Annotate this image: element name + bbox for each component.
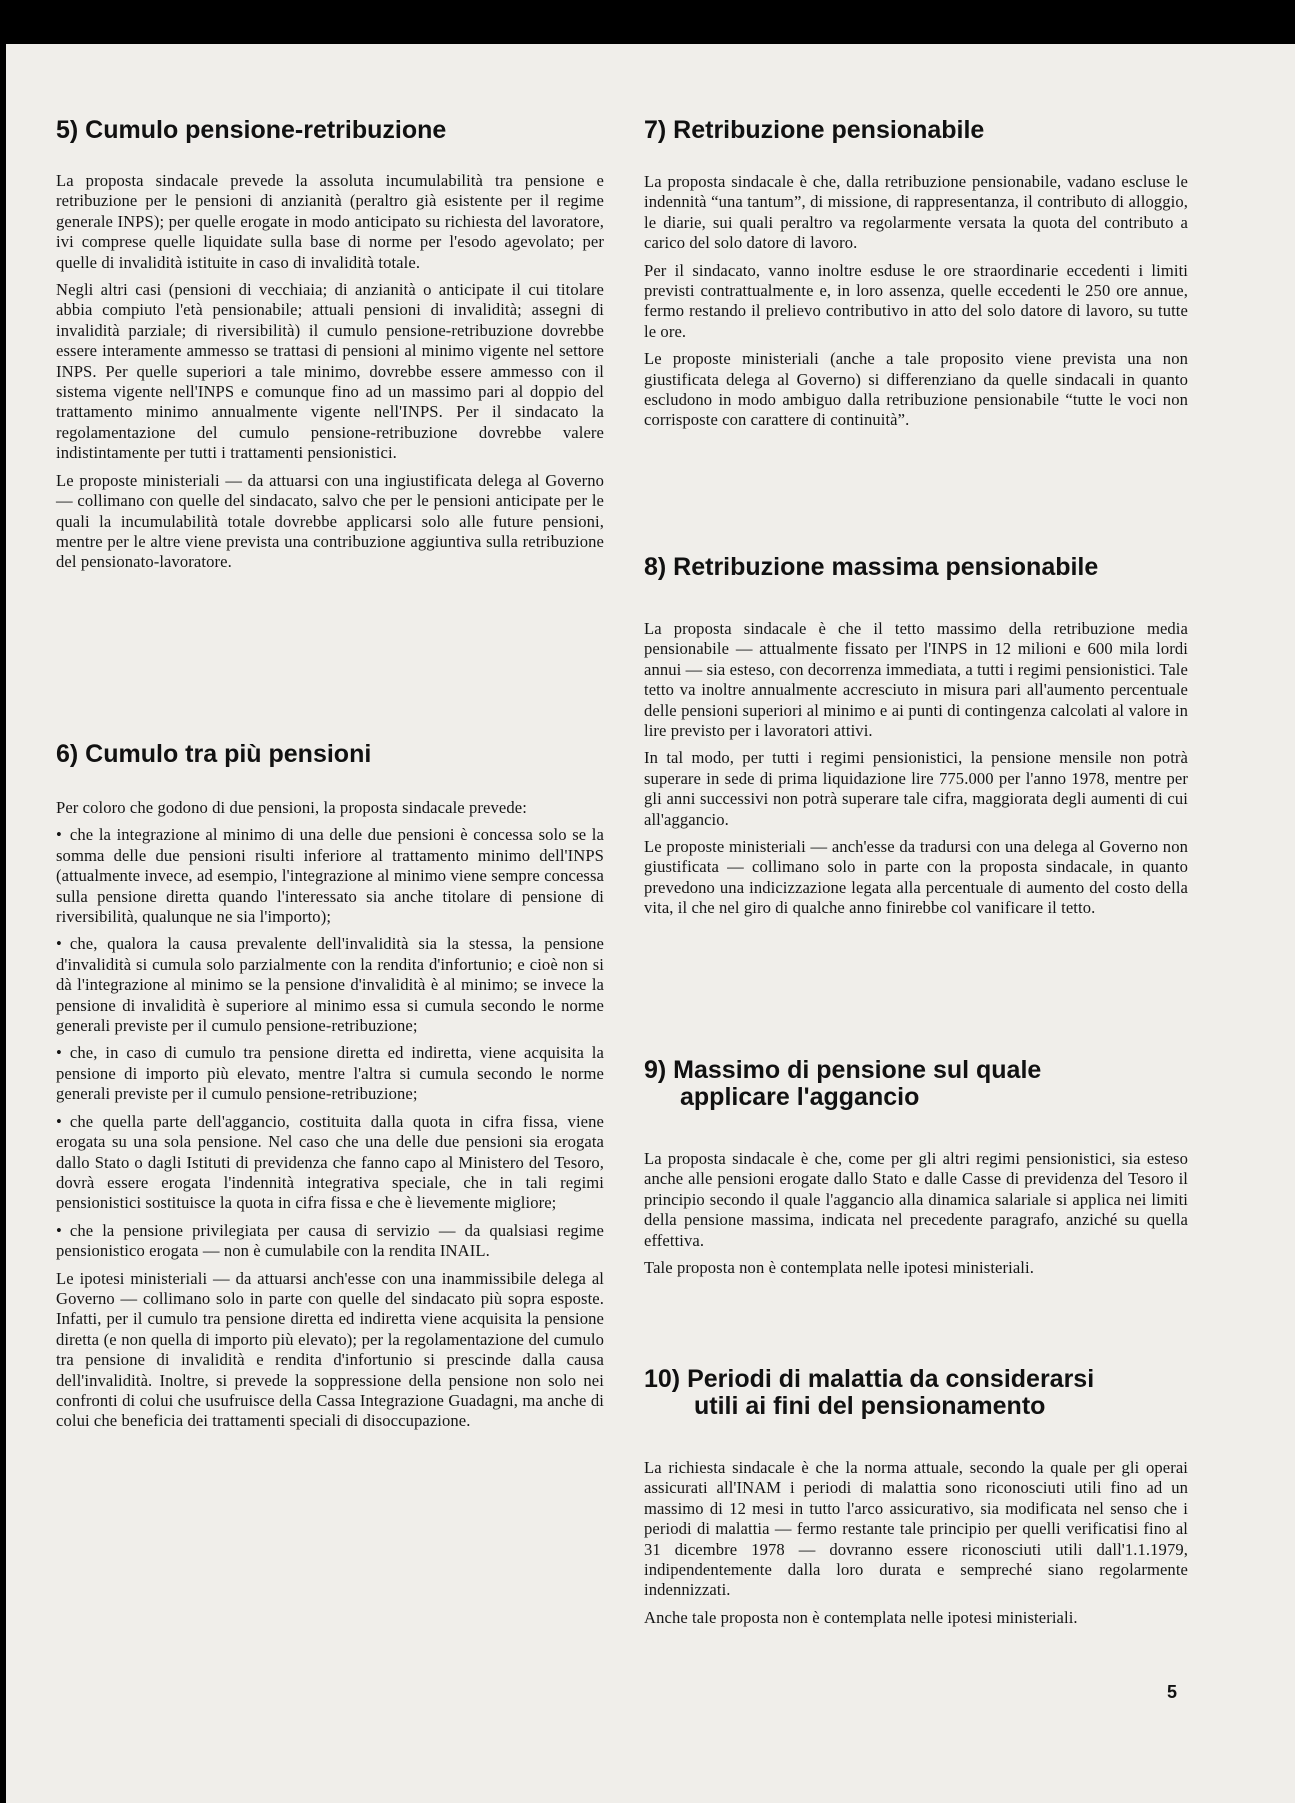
section-10-body: [644, 1458, 1188, 1635]
section-6-title: 6) Cumulo tra più pensioni: [56, 740, 372, 768]
paragraph: Le proposte ministeriali — da attuarsi con una ingiustificata delega al Governo — collimano con quelle del sindacato, salvo che per le pensioni anticipate per le quali la incumulabilità totale dovrebbe applicarsi solo alle future pensioni, mentre per le altre viene prevista una contribuzione aggiuntiva sulla retribuzione del pensionato-lavoratore.: [56, 470, 604, 572]
paragraph: La proposta sindacale è che il tetto massimo della retribuzione media pensionabile — attualmente fissato per l'INPS in 12 milioni e 600 mila lordi annui — sia esteso, con decorrenza immediata, a tutti i regimi pensionistici. Tale tetto va inoltre annualmente accresciuto in misura pari all'aumento percentuale delle pensioni superiori al minimo e ai punti di contingenza calcolati al valore in lire previsto per i lavoratori attivi.: [644, 619, 1188, 741]
section-5-body: [56, 171, 604, 580]
paragraph: La proposta sindacale prevede la assoluta incumulabilità tra pensione e retribuzione per le pensioni di anzianità (peraltro già esistente per il regime generale INPS); per quelle erogate in modo anticipato su richiesta del lavoratore, ivi comprese quelle liquidate sulla base di norme per l'esodo agevolato; per quelle di invalidità istituite in caso di invalidità totale.: [56, 171, 604, 272]
section-9-title: [644, 1057, 1041, 1111]
section-9-body: [644, 1149, 1188, 1285]
paragraph: La proposta sindacale è che, come per gli altri regimi pensionistici, sia esteso anche alle pensioni erogate dallo Stato e dalle Casse di previdenza del Tesoro il principio secondo il quale l'aggancio alla dinamica salariale si applica nei limiti della pensione massima, indicata nel precedente paragrafo, anziché su quella effettiva.: [644, 1149, 1188, 1250]
section-6-body: [56, 798, 604, 1439]
paragraph: In tal modo, per tutti i regimi pensionistici, la pensione mensile non potrà superare in sede di prima liquidazione lire 775.000 per l'anno 1978, mentre per gli anni successivi non potrà superare tale cifra, maggiorata degli aumenti di cui all'aggancio.: [644, 748, 1188, 829]
section-7-body: [644, 172, 1188, 438]
paragraph: Per coloro che godono di due pensioni, la proposta sindacale prevede:: [56, 798, 527, 817]
paragraph: La richiesta sindacale è che la norma attuale, secondo la quale per gli operai assicurati all'INAM i periodi di malattia sono riconosciuti utili fino ad un massimo di 12 mesi in tutto l'arco assicurativo, sia modificata nel senso che i periodi di malattia — fermo restante tale principio per quelli verificatisi fino al 31 dicembre 1978 — dovranno essere riconosciuti utili dall'1.1.1979, indipendentemente dalla loro durata e sempreché siano regolarmente indennizzati.: [644, 1458, 1188, 1600]
list-item: • che la pensione privilegiata per causa di servizio — da qualsiasi regime pensionistico erogata — non è cumulabile con la rendita INAIL.: [56, 1221, 604, 1262]
section-7-title: 7) Retribuzione pensionabile: [644, 116, 985, 144]
section-8-title: 8) Retribuzione massima pensionabile: [644, 553, 1099, 581]
list-item: • che quella parte dell'aggancio, costituita dalla quota in cifra fissa, viene erogata su una sola pensione. Nel caso che una delle due pensioni sia erogata dallo Stato o dagli Istituti di previdenza che fanno capo al Ministero del Tesoro, dovrà essere erogata l'indennità integrativa speciale, che in tali regimi pensionistici sostituisce la quota in cifra fissa e che è lievemente migliore;: [56, 1112, 604, 1214]
section-8-body: [644, 619, 1188, 926]
page-number: 5: [1167, 1682, 1178, 1702]
section-10-title-line2: utili ai fini del pensionamento: [694, 1392, 1046, 1420]
paragraph: Le ipotesi ministeriali — da attuarsi anch'esse con una inammissibile delega al Governo — collimano solo in parte con quelle del sindacato più sopra esposte. Infatti, per il cumulo tra pensione diretta ed indiretta viene acquisita la pensione diretta (e non quella di importo più elevato); per la regolamentazione del cumulo tra pensione di invalidità e rendita d'infortunio si prescinde dalla causa dell'invalidità. Inoltre, si prevede la soppressione della pensione non solo nei confronti di colui che usufruisce della Cassa Integrazione Guadagni, ma anche di colui che beneficia dei trattamenti speciali di disoccupazione.: [56, 1268, 604, 1431]
paragraph: Tale proposta non è contemplata nelle ipotesi ministeriali.: [644, 1258, 1034, 1278]
section-5-title: 5) Cumulo pensione-retribuzione: [56, 116, 447, 144]
section-10-title-line1: 10) Periodi di malattia da considerarsi: [644, 1365, 1095, 1393]
paragraph: Anche tale proposta non è contemplata nelle ipotesi ministeriali.: [644, 1607, 1078, 1627]
list-item: • che la integrazione al minimo di una delle due pensioni è concessa solo se la somma delle due pensioni risulti inferiore al trattamento minimo dell'INPS (attualmente invece, ad esempio, l'integrazione al minimo viene sempre concessa sulla pensione diretta quando l'interessato sia anche titolare di pensione di riversibilità, qualunque ne sia l'importo);: [56, 825, 604, 927]
paragraph: Per il sindacato, vanno inoltre esduse le ore straordinarie eccedenti i limiti previsti contrattualmente e, in loro assenza, quelle eccedenti le 250 ore annue, fermo restando il prelievo contributivo in atto del solo datore di lavoro, su tutte le ore.: [644, 260, 1188, 341]
document-page: [6, 44, 1295, 1803]
section-10-title: [644, 1366, 1094, 1420]
section-9-title-line1: 9) Massimo di pensione sul quale: [644, 1056, 1042, 1084]
list-item: • che, in caso di cumulo tra pensione diretta ed indiretta, viene acquisita la pensione di importo più elevato, mentre l'altra si cumula secondo le norme generali previste per il cumulo pensione-retribuzione;: [56, 1043, 604, 1104]
paragraph: Le proposte ministeriali (anche a tale proposito viene prevista una non giustificata delega al Governo) si differenziano da quelle sindacali in quanto escludono in modo ambiguo dalla retribuzione pensionabile “tutte le voci non corrisposte con carattere di continuità”.: [644, 349, 1188, 430]
paragraph: La proposta sindacale è che, dalla retribuzione pensionabile, vadano escluse le indennità “una tantum”, di missione, di rappresentanza, il contributo di alloggio, le diarie, sui quali peraltro va regolarmente versata la quota del contributo a carico del solo datore di lavoro.: [644, 172, 1188, 253]
paragraph: Le proposte ministeriali — anch'esse da tradursi con una delega al Governo non giustificata — collimano solo in parte con la proposta sindacale, in quanto prevedono una indicizzazione legata alla percentuale di aumento del costo della vita, il che nel giro di qualche anno finirebbe col vanificare il tetto.: [644, 837, 1188, 918]
paragraph: Negli altri casi (pensioni di vecchiaia; di anzianità o anticipate il cui titolare abbia compiuto l'età pensionabile; attuali pensioni di invalidità; assegni di invalidità parziale; di riversibilità) il cumulo pensione-retribuzione dovrebbe essere interamente ammesso se trattasi di pensioni al minimo vigente nel settore INPS. Per quelle superiori a tale minimo, dovrebbe essere ammesso con il sistema vigente nell'INPS e comunque fino ad un massimo pari al doppio del trattamento minimo annualmente vigente nell'INPS. Per il sindacato la regolamentazione del cumulo pensione-retribuzione dovrebbe valere indistintamente per tutti i trattamenti pensionistici.: [56, 280, 604, 463]
section-9-title-line2: applicare l'aggancio: [680, 1083, 920, 1111]
list-item: • che, qualora la causa prevalente dell'invalidità sia la stessa, la pensione d'invalidità si cumula solo parzialmente con la rendita d'infortunio; e cioè non si dà l'integrazione al minimo se la pensione d'invalidità è al minimo; se invece la pensione di invalidità è superiore al minimo essa si cumula secondo le norme generali previste per il cumulo pensione-retribuzione;: [56, 934, 604, 1036]
